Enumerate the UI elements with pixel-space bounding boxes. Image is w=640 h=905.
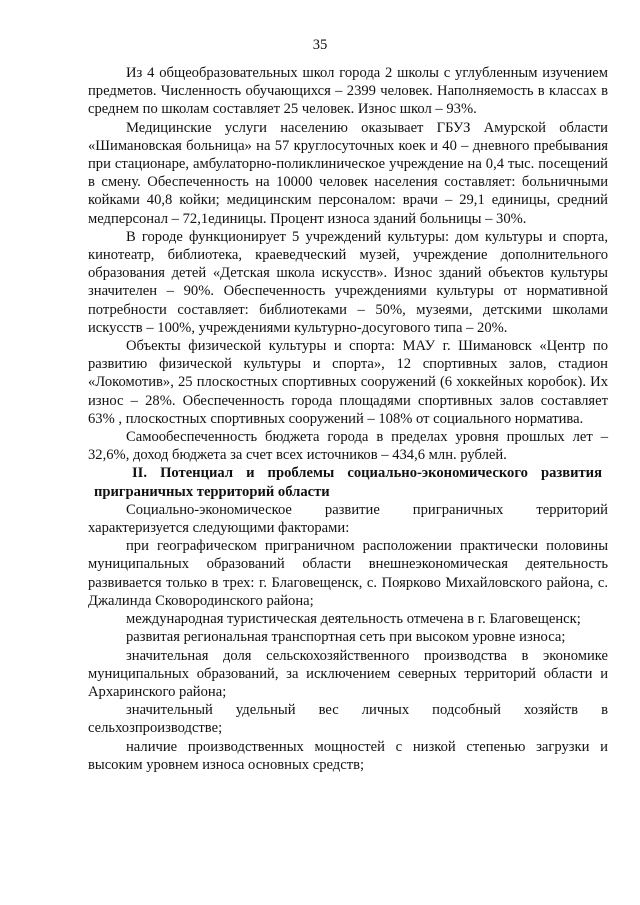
paragraph-factor-tourism: международная туристическая деятельность отмечена в г. Благовещенск; — [126, 611, 581, 628]
paragraph-factor-agriculture: значительная доля сельскохозяйственного производства в экономике муниципальных образований, за исключением северных территорий области и Архаринского района; — [88, 647, 608, 700]
page-number: 35 — [312, 37, 328, 53]
paragraph-culture: В городе функционирует 5 учреждений культуры: дом культуры и спорта, кинотеатр, библиотека, краеведческий музей, учреждение дополнительного образования детей «Детская школа искусств». Износ зданий объектов культуры значителен – 90%. Обеспеченность учреждениями культуры от нормативной потребности составляет: библиотеками – 50%, музеями, детскими школами искусств – 100%, учреждениями культурно-досугового типа – 20%. — [88, 228, 608, 336]
paragraph-factor-capacity: наличие производственных мощностей с низкой степенью загрузки и высоким уровнем износа основных средств; — [88, 738, 608, 773]
paragraph-factor-households: значительный удельный вес личных подсобный хозяйств в сельхозпроизводстве; — [88, 702, 608, 737]
paragraph-budget: Самообеспеченность бюджета города в пределах уровня прошлых лет – 32,6%, доход бюджета за счет всех источников – 434,6 млн. рублей. — [88, 429, 608, 464]
section-heading: II. Потенциал и проблемы социально-экономического развития приграничных территорий области — [94, 465, 602, 500]
paragraph-factors-intro: Социально-экономическое развитие приграничных территорий характеризуется следующими факторами: — [88, 501, 608, 537]
paragraph-sports: Объекты физической культуры и спорта: МАУ г. Шимановск «Центр по развитию физической культуры и спорта», 12 спортивных залов, стадион «Локомотив», 25 плоскостных спортивных сооружений (6 хоккейных коробок). Их износ – 28%. Обеспеченность города площадями спортивных залов составляет 63% , плоскостных спортивных сооружений – 108% от социального норматива. — [88, 338, 608, 427]
paragraph-medical: Медицинские услуги населению оказывает ГБУЗ Амурской области «Шимановская больница» на 57 круглосуточных коек и 40 – дневного пребывания при стационаре, амбулаторно-поликлиническое учреждение на 0,4 тыс. посещений в смену. Обеспеченность на 10000 человек населения составляет: больничными койками 40,8 койки; медицинским персоналом: врачи – 29,1 единицы, средний медперсонал – 72,1единицы. Процент износа зданий больницы – 30%. — [88, 119, 608, 227]
paragraph-schools: Из 4 общеобразовательных школ города 2 школы с углубленным изучением предметов. Численность обучающихся – 2399 человек. Наполняемость в классах в среднем по школам составляет 25 человек. Износ школ – 93%. — [88, 65, 608, 118]
paragraph-factor-transport: развитая региональная транспортная сеть при высоком уровне износа; — [126, 629, 566, 646]
page-content — [88, 64, 608, 774]
paragraph-factor-foreign-trade: при географическом приграничном расположении практически половины муниципальных образований области внешнеэкономическая деятельность развивается только в трех: г. Благовещенск, с. Поярково Михайловского района, с. Джалинда Сковородинского района; — [88, 538, 608, 609]
